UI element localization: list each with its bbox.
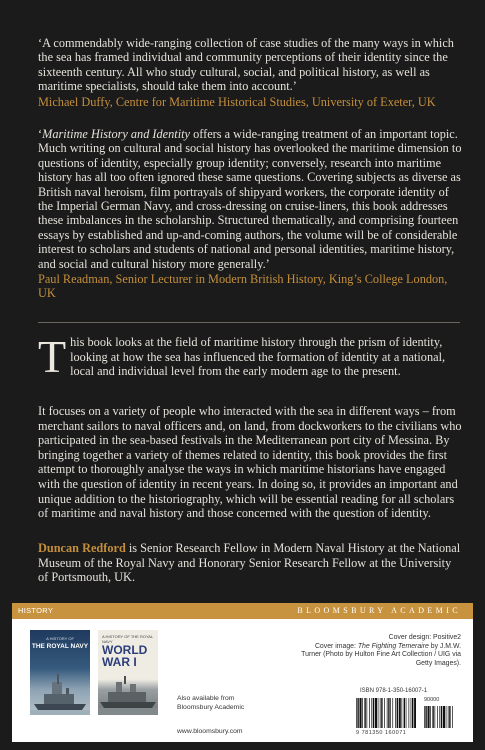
barcode-bar bbox=[371, 698, 372, 728]
intro-paragraph bbox=[38, 331, 462, 382]
intro-text: his book looks at the field of maritime history through the prism of identity, looking at how the sea has influenced the formation of identity at a national, local and individual level from the early modern age to the present. bbox=[70, 335, 446, 379]
barcode-icon bbox=[356, 698, 416, 728]
section-divider bbox=[38, 322, 460, 323]
barcode-bar bbox=[357, 698, 358, 728]
barcode-bar bbox=[364, 698, 365, 728]
barcode-bar bbox=[452, 706, 453, 728]
barcode-bar bbox=[395, 698, 396, 728]
image-credit bbox=[301, 643, 461, 669]
also-available-line: Also available from bbox=[177, 695, 235, 702]
barcode-bar bbox=[362, 698, 363, 728]
barcode-bar bbox=[378, 698, 379, 728]
image-credit-title: The Fighting Temeraire bbox=[357, 642, 429, 650]
barcode-bar bbox=[414, 698, 416, 728]
review-attribution: Paul Readman, Senior Lecturer in Modern British History, King’s College London, UK bbox=[38, 272, 448, 301]
barcode-bar bbox=[387, 698, 388, 728]
barcode-bar bbox=[424, 706, 425, 728]
design-credit: Cover design: Positive2 bbox=[388, 634, 461, 641]
publisher-panel bbox=[12, 603, 473, 742]
barcode-bar bbox=[430, 706, 431, 728]
barcode-bar bbox=[435, 706, 436, 728]
barcode-bar bbox=[373, 698, 374, 728]
barcode-bar bbox=[390, 698, 391, 728]
warship-image bbox=[30, 670, 90, 715]
warship-image bbox=[98, 676, 158, 715]
review-quote bbox=[38, 127, 462, 271]
review-quote: ‘A commendably wide-ranging collection of case studies of the many ways in which the sea has framed individual and community perceptions of their identity since the sixteenth century. All who study cultural, social, and political history, as well as maritime specialists, should take them into account.’ bbox=[38, 36, 454, 94]
author-name: Duncan Redford bbox=[38, 541, 126, 555]
cover-credits bbox=[301, 634, 461, 668]
isbn-text: ISBN 978-1-350-16007-1 bbox=[360, 688, 428, 694]
description-paragraph: It focuses on a variety of people who interacted with the sea in different ways – from merchant sailors to naval officers and, on land, from dockworkers to the civilians who participated in the sea-based festivals in the Mediterranean port city of Messina. By bringing together a variety of themes related to identity, this book provides the first attempt to thoroughly analyse the ways in which maritime historians have engaged with the question of identity in recent years. In doing so, it provides an important and unique addition to the historiography, which will be essential reading for all scholars of maritime and naval history and those concerned with the question of identity. bbox=[38, 404, 462, 521]
barcode-bar bbox=[356, 698, 357, 728]
also-available-line: Bloomsbury Academic bbox=[177, 703, 245, 711]
barcode-bar bbox=[399, 698, 401, 728]
image-credit-rest: by J.M.W. Turner (Photo by Hulton Fine Art Collection / UIG via Getty Images). bbox=[301, 642, 461, 667]
barcode-bar bbox=[409, 698, 410, 728]
barcode-bar bbox=[425, 706, 426, 728]
barcode-bar bbox=[384, 698, 385, 728]
barcode-bar bbox=[380, 698, 381, 728]
book-title: THE ROYAL NAVY bbox=[31, 643, 89, 650]
review-attribution: Michael Duffy, Centre for Maritime Historical Studies, University of Exeter, UK bbox=[38, 94, 436, 109]
quote-open-mark: ‘ bbox=[38, 127, 43, 141]
publisher-bar bbox=[12, 603, 473, 619]
related-book-cover-1[interactable] bbox=[30, 630, 90, 715]
barcode-bar bbox=[448, 706, 449, 728]
book-series: A HISTORY OF THE ROYAL NAVY bbox=[102, 634, 154, 644]
barcode-bar bbox=[439, 706, 440, 728]
also-available-text bbox=[177, 695, 244, 712]
barcode-bar bbox=[397, 698, 398, 728]
category-label: HISTORY bbox=[18, 606, 54, 615]
barcode-digits: 9 781350 160071 bbox=[356, 730, 407, 736]
drop-cap: T bbox=[38, 331, 67, 382]
barcode-bar bbox=[392, 698, 393, 728]
barcode-bar bbox=[441, 706, 442, 728]
author-bio-text: is Senior Research Fellow in Modern Naval History at the National Museum of the Royal Navy and Honorary Senior Research Fellow at the University of Portsmouth, UK. bbox=[38, 541, 461, 585]
barcode-bar bbox=[369, 698, 370, 728]
barcode-bar bbox=[449, 706, 450, 728]
barcode-bar bbox=[428, 706, 430, 728]
review-readman bbox=[38, 127, 462, 301]
barcode-bar bbox=[437, 706, 438, 728]
barcode-bar bbox=[367, 698, 368, 728]
barcode-bar bbox=[406, 698, 407, 728]
related-book-cover-2[interactable] bbox=[98, 630, 158, 715]
author-bio bbox=[38, 541, 464, 585]
publisher-name: BLOOMSBURY ACADEMIC bbox=[297, 606, 461, 615]
book-series: A HISTORY OF bbox=[46, 636, 74, 641]
review-quote-text: offers a wide-ranging treatment of an important topic. Much writing on cultural and social history has overlooked the maritime dimension to questions of identity, especially group identity; conversely, research into maritime history has all too often ignored these same questions. Covering subjects as diverse as British naval heroism, film portrayals of shipyard workers, the corporate identity of the Imperial German Navy, and cross-dressing on cruise-liners, this book addresses these imbalances in the scholarship. Structured thematically, and comprising fourteen essays by established and up-and-coming authors, the volume will be of considerable interest to scholars and students of national and personal identities, maritime history, and social and cultural history more generally.’ bbox=[38, 127, 462, 271]
barcode-bar bbox=[432, 706, 433, 728]
barcode-bar bbox=[443, 706, 445, 728]
book-title-italic: Maritime History and Identity bbox=[42, 127, 190, 141]
barcode-bar bbox=[402, 698, 403, 728]
barcode-bar bbox=[388, 698, 389, 728]
barcode-bar bbox=[381, 698, 382, 728]
review-duffy bbox=[38, 36, 462, 109]
website-link[interactable]: www.bloomsbury.com bbox=[177, 728, 243, 735]
barcode-bar bbox=[446, 706, 447, 728]
barcode-addon-digits: 90000 bbox=[424, 697, 440, 703]
barcode-bar bbox=[360, 698, 362, 728]
barcode-bar bbox=[404, 698, 405, 728]
image-credit-label: Cover image: bbox=[314, 642, 358, 650]
barcode-addon-icon bbox=[424, 706, 454, 728]
barcode-bar bbox=[375, 698, 377, 728]
barcode-bar bbox=[412, 698, 413, 728]
barcode-bar bbox=[411, 698, 412, 728]
book-title: WORLD WAR I bbox=[102, 643, 148, 669]
